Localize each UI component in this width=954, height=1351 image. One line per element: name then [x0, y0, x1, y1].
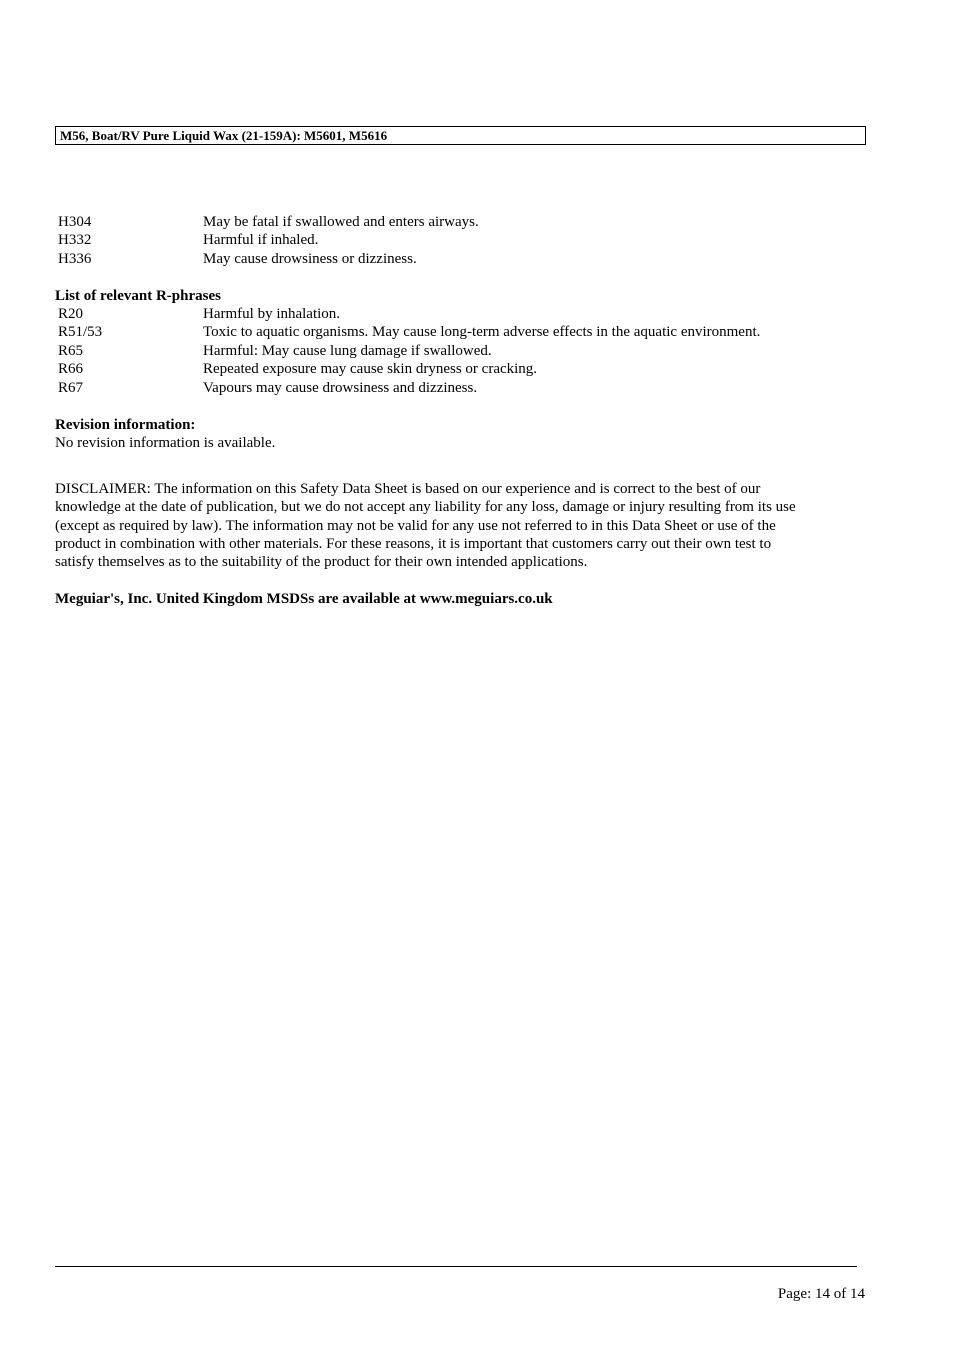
h-phrases-list [58, 213, 858, 268]
phrase-code: H336 [58, 250, 92, 267]
footer-divider [55, 1266, 857, 1267]
phrase-code: R66 [58, 361, 84, 378]
phrase-text: Harmful by inhalation. [203, 306, 341, 322]
revision-heading: Revision information: [55, 417, 196, 433]
list-item [58, 231, 858, 249]
phrase-text: May be fatal if swallowed and enters airways. [203, 214, 479, 230]
page-number: Page: 14 of 14 [777, 1286, 865, 1302]
product-title: M56, Boat/RV Pure Liquid Wax (21-159A): M5601, M5616 [60, 128, 388, 143]
list-item [58, 250, 858, 268]
list-item [58, 305, 858, 323]
disclaimer-paragraph [55, 480, 865, 571]
disclaimer-line: product in combination with other materials. For these reasons, it is important that customers carry out their own test to [55, 535, 772, 552]
r-phrases-list [58, 305, 858, 397]
disclaimer-line: DISCLAIMER: The information on this Safety Data Sheet is based on our experience and is correct to the best of our [55, 481, 761, 497]
phrase-code: R51/53 [58, 324, 103, 341]
phrase-code: R20 [58, 306, 84, 322]
phrase-text: Harmful: May cause lung damage if swallowed. [203, 342, 492, 359]
revision-text: No revision information is available. [55, 435, 276, 451]
phrase-code: R65 [58, 342, 84, 359]
disclaimer-line: knowledge at the date of publication, but we do not accept any liability for any loss, damage or injury resulting from its use [55, 499, 796, 516]
list-item [58, 379, 858, 397]
phrase-text: Repeated exposure may cause skin dryness or cracking. [203, 361, 538, 378]
phrase-code: H332 [58, 232, 92, 249]
msds-availability-note: Meguiar's, Inc. United Kingdom MSDSs are available at www.meguiars.co.uk [55, 591, 553, 607]
r-phrases-heading: List of relevant R-phrases [55, 288, 221, 304]
document-header [55, 126, 866, 145]
list-item [58, 213, 858, 231]
phrase-text: May cause drowsiness or dizziness. [203, 250, 417, 267]
list-item [58, 360, 858, 378]
phrase-text: Toxic to aquatic organisms. May cause long-term adverse effects in the aquatic environment. [203, 324, 761, 341]
phrase-code: H304 [58, 214, 92, 230]
phrase-text: Harmful if inhaled. [203, 232, 319, 249]
phrase-text: Vapours may cause drowsiness and dizziness. [203, 379, 478, 396]
disclaimer-line: (except as required by law). The information may not be valid for any use not referred to in this Data Sheet or use of the [55, 517, 776, 534]
list-item [58, 323, 858, 341]
list-item [58, 342, 858, 360]
disclaimer-line: satisfy themselves as to the suitability of the product for their own intended applications. [55, 554, 588, 571]
phrase-code: R67 [58, 379, 84, 396]
